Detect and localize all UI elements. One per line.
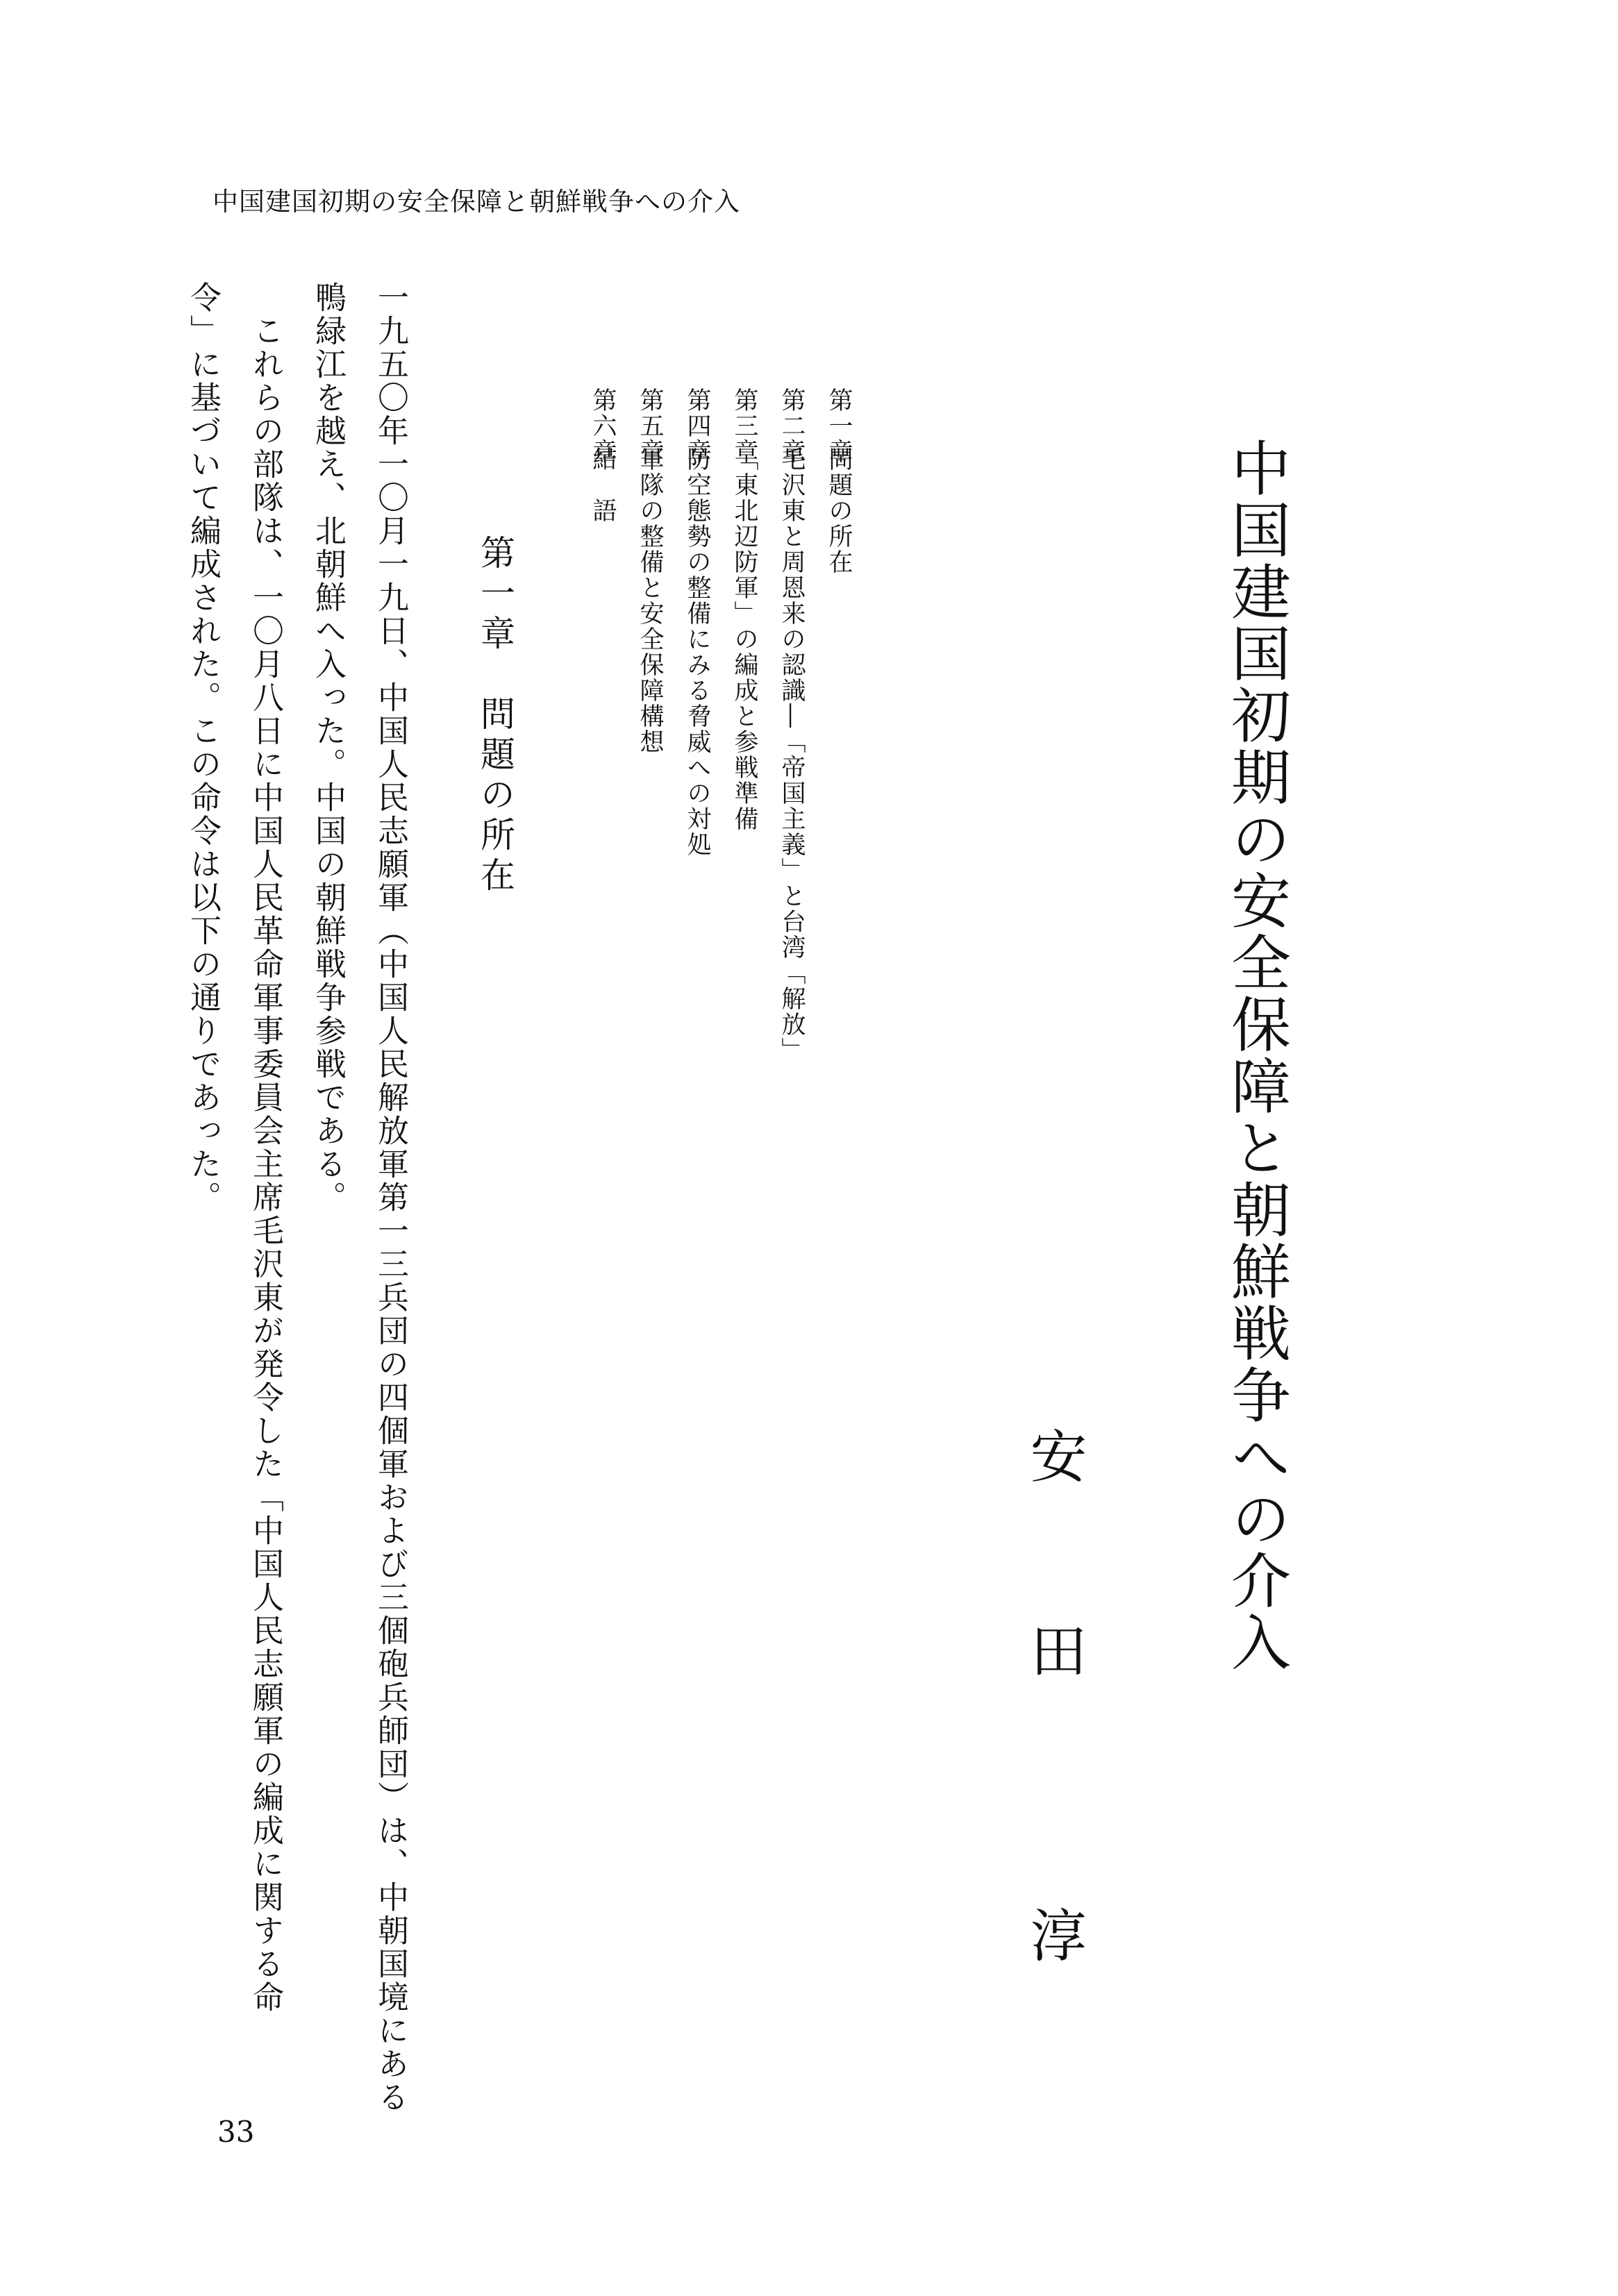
toc-item-title: 毛沢東と周恩来の認識―「帝国主義」と台湾「解放」 — [778, 446, 806, 1063]
toc-item-number: 第一章 — [825, 387, 853, 464]
page-number: 33 — [217, 2115, 255, 2149]
toc-item-title: 問題の所在 — [825, 446, 853, 575]
body-line: 令」に基づいて編成された。この命令は以下の通りであった。 — [185, 281, 222, 1214]
toc-item — [732, 387, 756, 832]
author-char: 安 — [1021, 1427, 1087, 1484]
body-line: 一九五〇年一〇月一九日、中国人民志願軍（中国人民解放軍第一三兵団の四個軍および三個砲兵師団）は、中朝国境にある — [372, 281, 409, 2114]
toc-item — [590, 387, 615, 523]
toc-item-title: 「東北辺防軍」の編成と参戦準備 — [731, 446, 758, 832]
toc-item-title: 防空態勢の整備にみる脅威への対処 — [683, 446, 711, 857]
toc-item-number: 第六章 — [589, 387, 617, 464]
toc-item — [826, 387, 851, 575]
toc-item-title: 軍隊の整備と安全保障構想 — [636, 446, 664, 755]
body-line: これらの部隊は、一〇月八日に中国人民革命軍事委員会主席毛沢東が発令した「中国人民志願軍の編成に関する命 — [247, 281, 284, 2014]
toc-item-number: 第三章 — [731, 387, 758, 464]
author-char: 田 — [1021, 1621, 1087, 1678]
toc-item-title: 結 語 — [589, 446, 617, 523]
article-title: 中国建国初期の安全保障と朝鮮戦争への介入 — [1221, 437, 1290, 1673]
toc-item — [685, 387, 709, 857]
chapter-heading: 第一章 問題の所在 — [475, 535, 515, 897]
toc-item — [778, 387, 806, 1063]
toc-item-number: 第四章 — [683, 387, 711, 464]
toc-item — [637, 387, 662, 755]
toc-item-number: 第五章 — [636, 387, 664, 464]
running-header: 中国建国初期の安全保障と朝鮮戦争への介入 — [212, 187, 740, 217]
toc-item-number: 第二章 — [778, 387, 806, 464]
author-char: 淳 — [1021, 1906, 1087, 1963]
body-line: 鴨緑江を越え、北朝鮮へ入った。中国の朝鮮戦争参戦である。 — [310, 281, 347, 1214]
